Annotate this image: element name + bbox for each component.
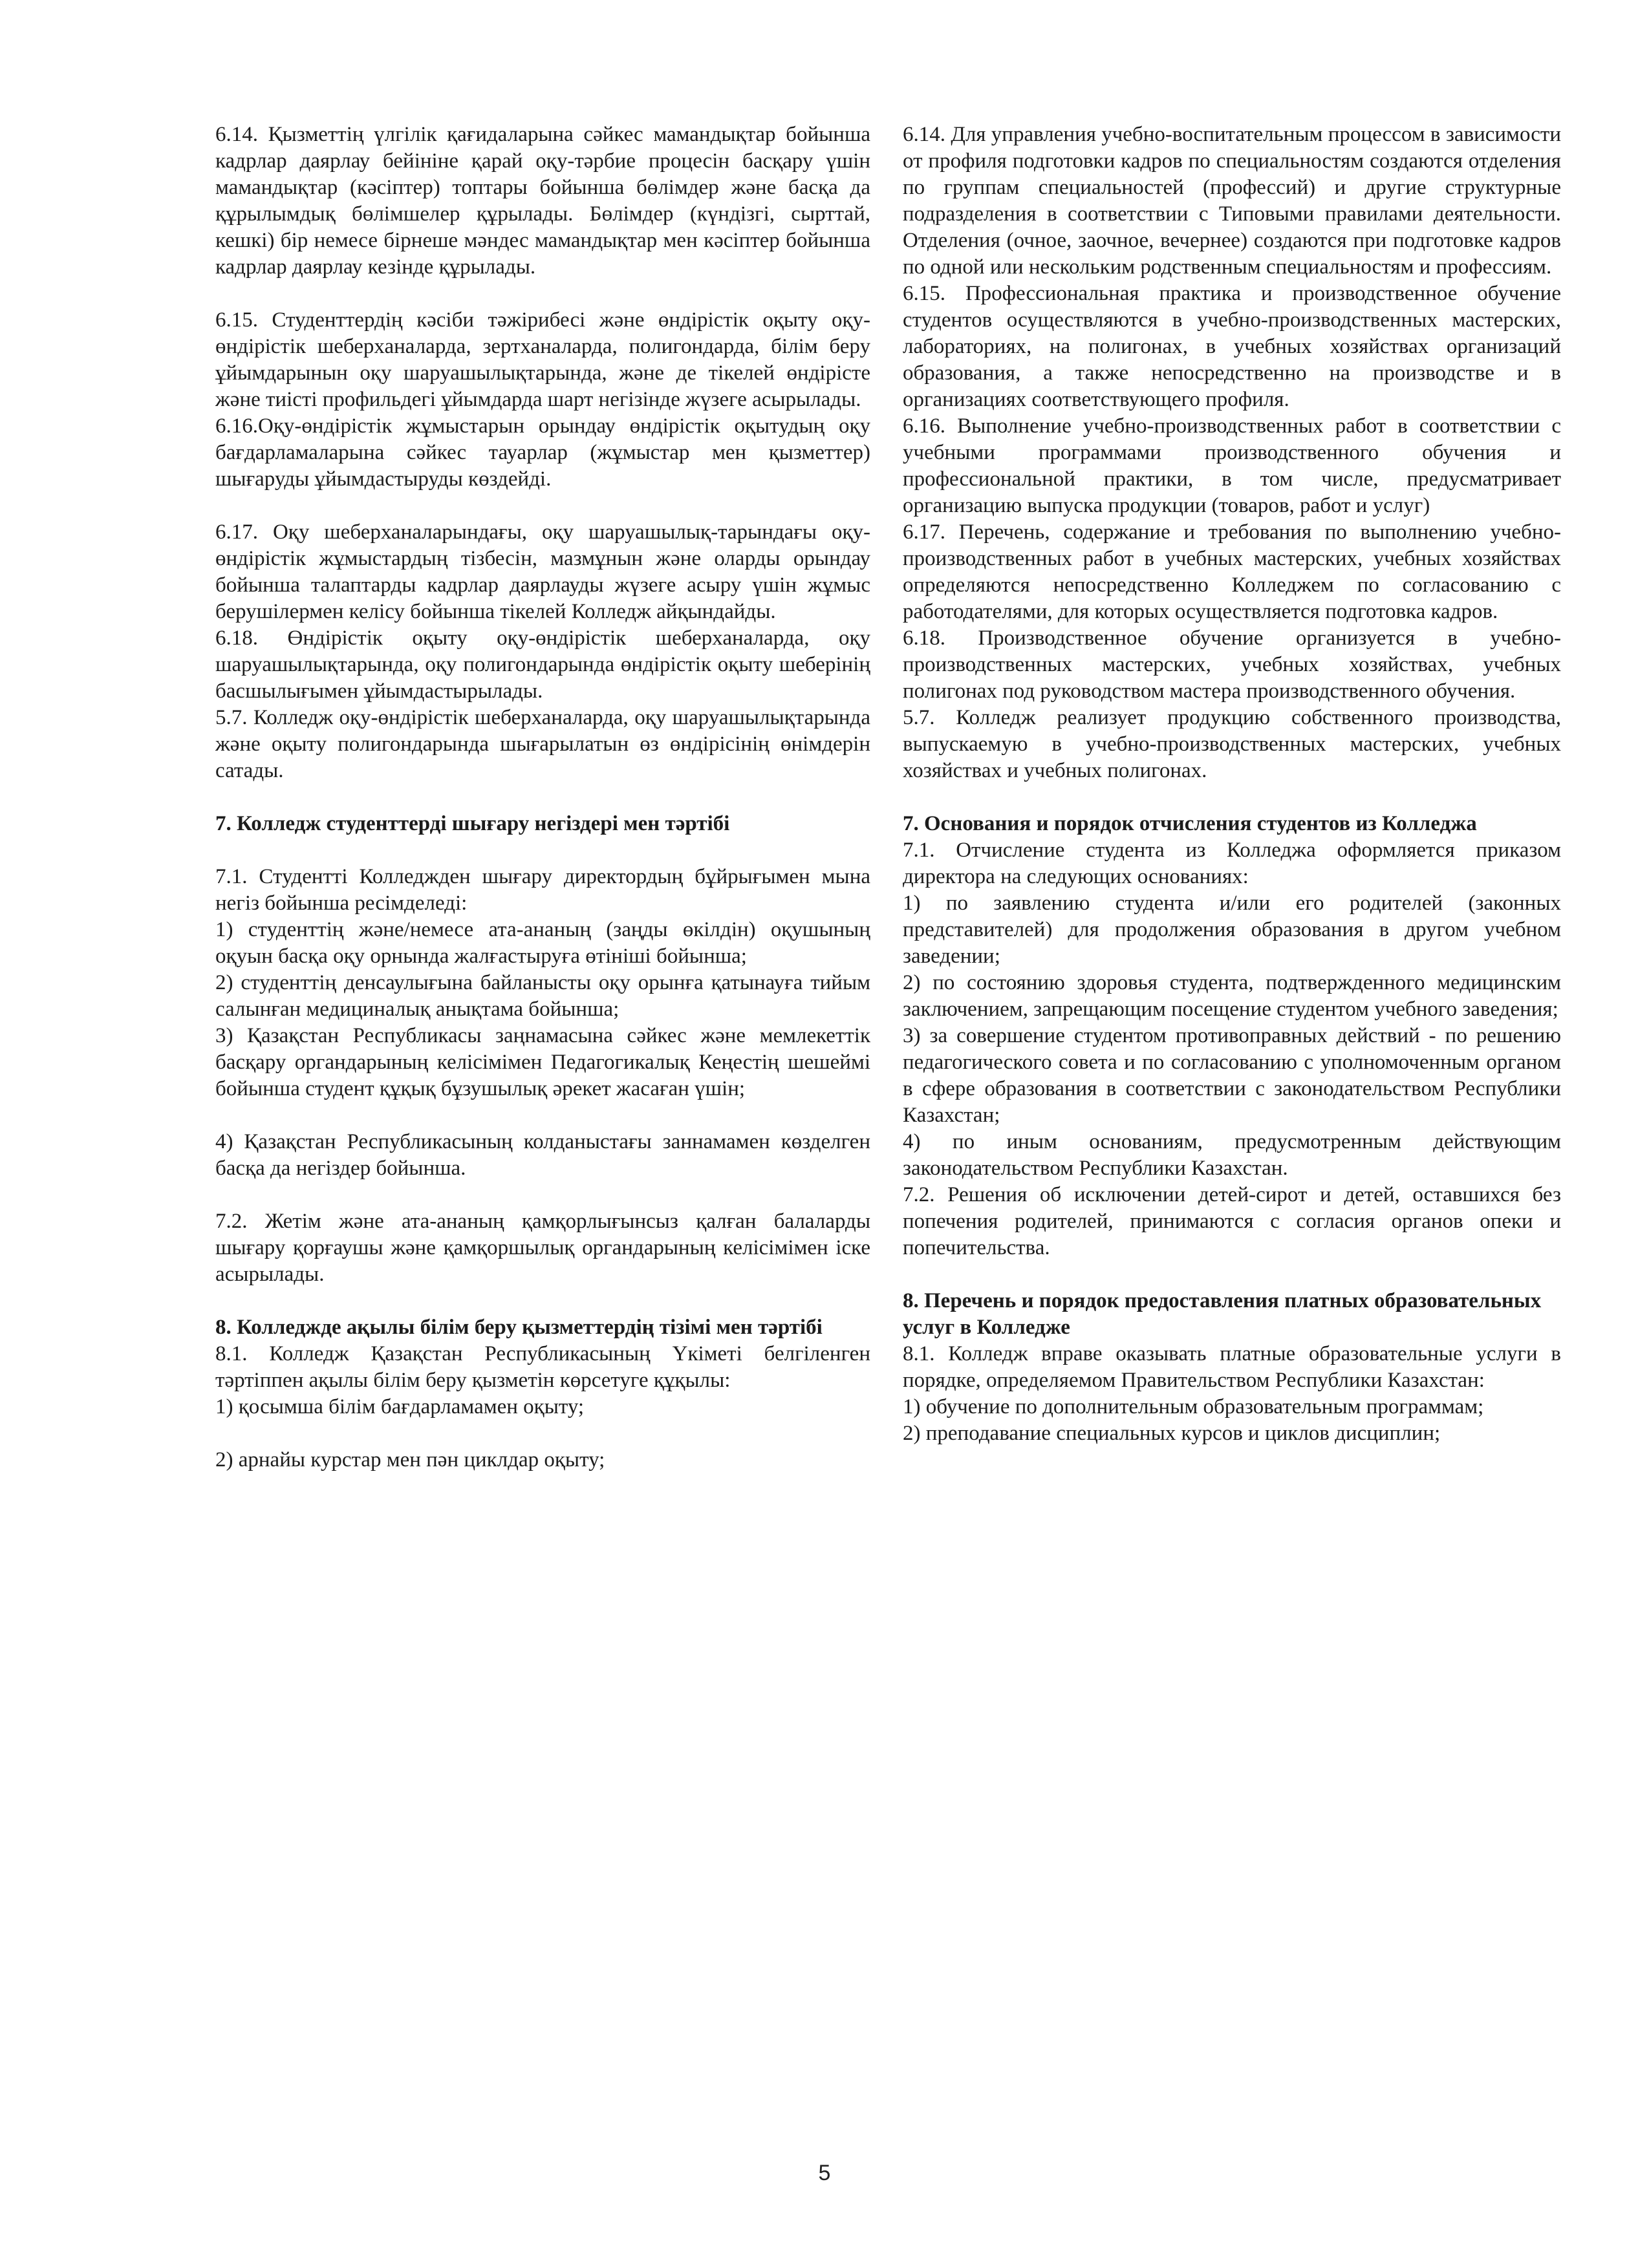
russian-column (903, 122, 1561, 1447)
kk-paragraph-5-7: 5.7. Колледж оқу-өндірістік шеберханаларда, оқу шаруашылықтарында және оқыту полигондарында шығарылатын өз өндірісінің өнімдерін сатады. (215, 706, 870, 782)
ru-paragraph-7-1: 7.1. Отчисление студента из Колледжа оформляется приказом директора на следующих основаниях: (903, 839, 1561, 888)
ru-paragraph-7-2: 7.2. Решения об исключении детей-сирот и детей, оставшихся без попечения родителей, принимаются с согласия органов опеки и попечительства. (903, 1183, 1561, 1259)
ru-section-7-heading: 7. Основания и порядок отчисления студентов из Колледжа (903, 812, 1477, 835)
ru-paragraph-6-18: 6.18. Производственное обучение организуется в учебно-производственных мастерских, учебных хозяйствах, учебных полигонах под руководством мастера производственного обучения. (903, 626, 1561, 703)
kk-section-7-heading: 7. Колледж студенттерді шығару негіздері мен тәртібі (215, 812, 730, 835)
kk-paragraph-6-17: 6.17. Оқу шеберханаларындағы, оқу шаруашылық-тарындағы оқу-өндірістік жұмыстардың тізбесін, мазмұнын және оларды орындау бойынша талаптарды кадрлар даярлауды жүзеге асыру үшін жұмыс берушілермен келісу бойынша тікелей Колледж айқындайды. (215, 520, 870, 623)
ru-list-item-7-1-2: 2) по состоянию здоровья студента, подтвержденного медицинским заключением, запрещающим посещение студентом учебного заведения; (903, 971, 1561, 1021)
ru-list-item-8-1-2: 2) преподавание специальных курсов и циклов дисциплин; (903, 1422, 1441, 1445)
ru-list-item-7-1-1: 1) по заявлению студента и/или его родителей (законных представителей) для продолжения образования в другом учебном заведении; (903, 892, 1561, 968)
kk-list-item-7-1-2: 2) студенттің денсаулығына байланысты оқу орынға қатынауға тийым салынған медициналық анықтама бойынша; (215, 971, 870, 1021)
ru-paragraph-6-14: 6.14. Для управления учебно-воспитательным процессом в зависимости от профиля подготовки кадров по специальностям создаются отделения по группам специальностей (профессий) и другие структурные подразделения в соответствии с Типовыми правилами деятельности. Отделения (очное, заочное, вечернее) создаются при подготовке кадров по одной или нескольким родственным специальностям и профессиям. (903, 123, 1561, 279)
ru-list-item-8-1-1: 1) обучение по дополнительным образовательным программам; (903, 1395, 1484, 1418)
kk-list-item-7-1-4: 4) Қазақстан Республикасының колданыстағы заннамамен көзделген басқа да негіздер бойынша. (215, 1130, 870, 1180)
ru-paragraph-6-16: 6.16. Выполнение учебно-производственных работ в соответствии с учебными программами производственного обучения и профессиональной практики, в том числе, предусматривает организацию выпуска продукции (товаров, работ и услуг) (903, 414, 1561, 517)
ru-paragraph-5-7: 5.7. Колледж реализует продукцию собственного производства, выпускаемую в учебно-производственных мастерских, учебных хозяйствах и учебных полигонах. (903, 706, 1561, 782)
kk-paragraph-7-2: 7.2. Жетім және ата-ананың қамқорлығынсыз қалған балаларды шығару қорғаушы және қамқоршылық органдарының келісімімен іске асырылады. (215, 1210, 870, 1286)
kk-paragraph-6-14: 6.14. Қызметтің үлгілік қағидаларына сәйкес мамандықтар бойынша кадрлар даярлау бейініне қарай оқу-тәрбие процесін басқару үшін мамандықтар (кәсіптер) топтары бойынша бөлімдер және басқа да құрылымдық бөлімшелер құрылады. Бөлімдер (күндізгі, сырттай, кешкі) бір немесе бірнеше мәндес мамандықтар мен кәсіптер бойынша кадрлар даярлау кезінде құрылады. (215, 123, 870, 279)
ru-paragraph-8-1: 8.1. Колледж вправе оказывать платные образовательные услуги в порядке, определяемом Правительством Республики Казахстан: (903, 1342, 1561, 1392)
kk-paragraph-6-16: 6.16.Оқу-өндірістік жұмыстарын орындау өндірістік оқытудың оқу бағдарламаларына сәйкес тауарлар (жұмыстар мен қызметтер) шығаруды ұйымдастыруды көздейді. (215, 414, 870, 491)
kk-section-8-heading: 8. Колледжде ақылы білім беру қызметтердің тізімі мен тәртібі (215, 1316, 823, 1339)
ru-list-item-7-1-3: 3) за совершение студентом противоправных действий - по решению педагогического совета и по согласованию с уполномоченным органом в сфере образования в соответствии с законодательством Республики Казахстан; (903, 1024, 1561, 1127)
kk-paragraph-6-18: 6.18. Өндірістік оқыту оқу-өндірістік шеберханаларда, оқу шаруашылықтарында, оқу полигондарында өндірістік оқыту шеберінің басшылығымен ұйымдастырылады. (215, 626, 870, 703)
ru-section-8-heading: 8. Перечень и порядок предоставления платных образовательных услуг в Колледже (903, 1289, 1542, 1339)
page-number: 5 (818, 2161, 831, 2185)
kk-paragraph-8-1: 8.1. Колледж Қазақстан Республикасының Үкіметі белгіленген тәртіппен ақылы білім беру қызметін көрсетуге құқылы: (215, 1342, 870, 1392)
kk-list-item-7-1-3: 3) Қазақстан Республикасы заңнамасына сәйкес және мемлекеттік басқару органдарының келісімімен Педагогикалық Кеңестің шешеймі бойынша студент құқық бұзушылық әрекет жасаған үшін; (215, 1024, 870, 1100)
kazakh-column (215, 122, 870, 1473)
kk-paragraph-7-1: 7.1. Студентті Колледжден шығару директордың бұйрығымен мына негіз бойынша ресімделеді: (215, 865, 870, 915)
ru-paragraph-6-15: 6.15. Профессиональная практика и производственное обучение студентов осуществляются в учебно-производственных мастерских, лабораториях, на полигонах, в учебных хозяйствах организаций образования, а также непосредственно на производстве и в организациях соответствующего профиля. (903, 282, 1561, 411)
kk-paragraph-6-15: 6.15. Студенттердің кәсіби тәжірибесі және өндірістік оқыту оқу-өндірістік шеберханаларда, зертханаларда, полигондарда, білім беру ұйымдарынын оқу шаруашылықтарында, және де тікелей өндірісте және тиісті профильдегі ұйымдарда шарт негізінде жүзеге асырылады. (215, 308, 870, 411)
ru-list-item-7-1-4: 4) по иным основаниям, предусмотренным действующим законодательством Республики Казахстан. (903, 1130, 1561, 1180)
kk-list-item-8-1-1: 1) қосымша білім бағдарламамен оқыту; (215, 1395, 585, 1418)
kk-list-item-8-1-2: 2) арнайы курстар мен пән циклдар оқыту; (215, 1448, 605, 1471)
kk-list-item-7-1-1: 1) студенттің және/немесе ата-ананың (заңды өкілдін) оқушының оқуын басқа оқу орнында жалғастыруға өтініші бойынша; (215, 918, 870, 968)
ru-paragraph-6-17: 6.17. Перечень, содержание и требования по выполнению учебно-производственных работ в учебных мастерских, учебных хозяйствах определяются непосредственно Колледжем по согласованию с работодателями, для которых осуществляется подготовка кадров. (903, 520, 1561, 623)
